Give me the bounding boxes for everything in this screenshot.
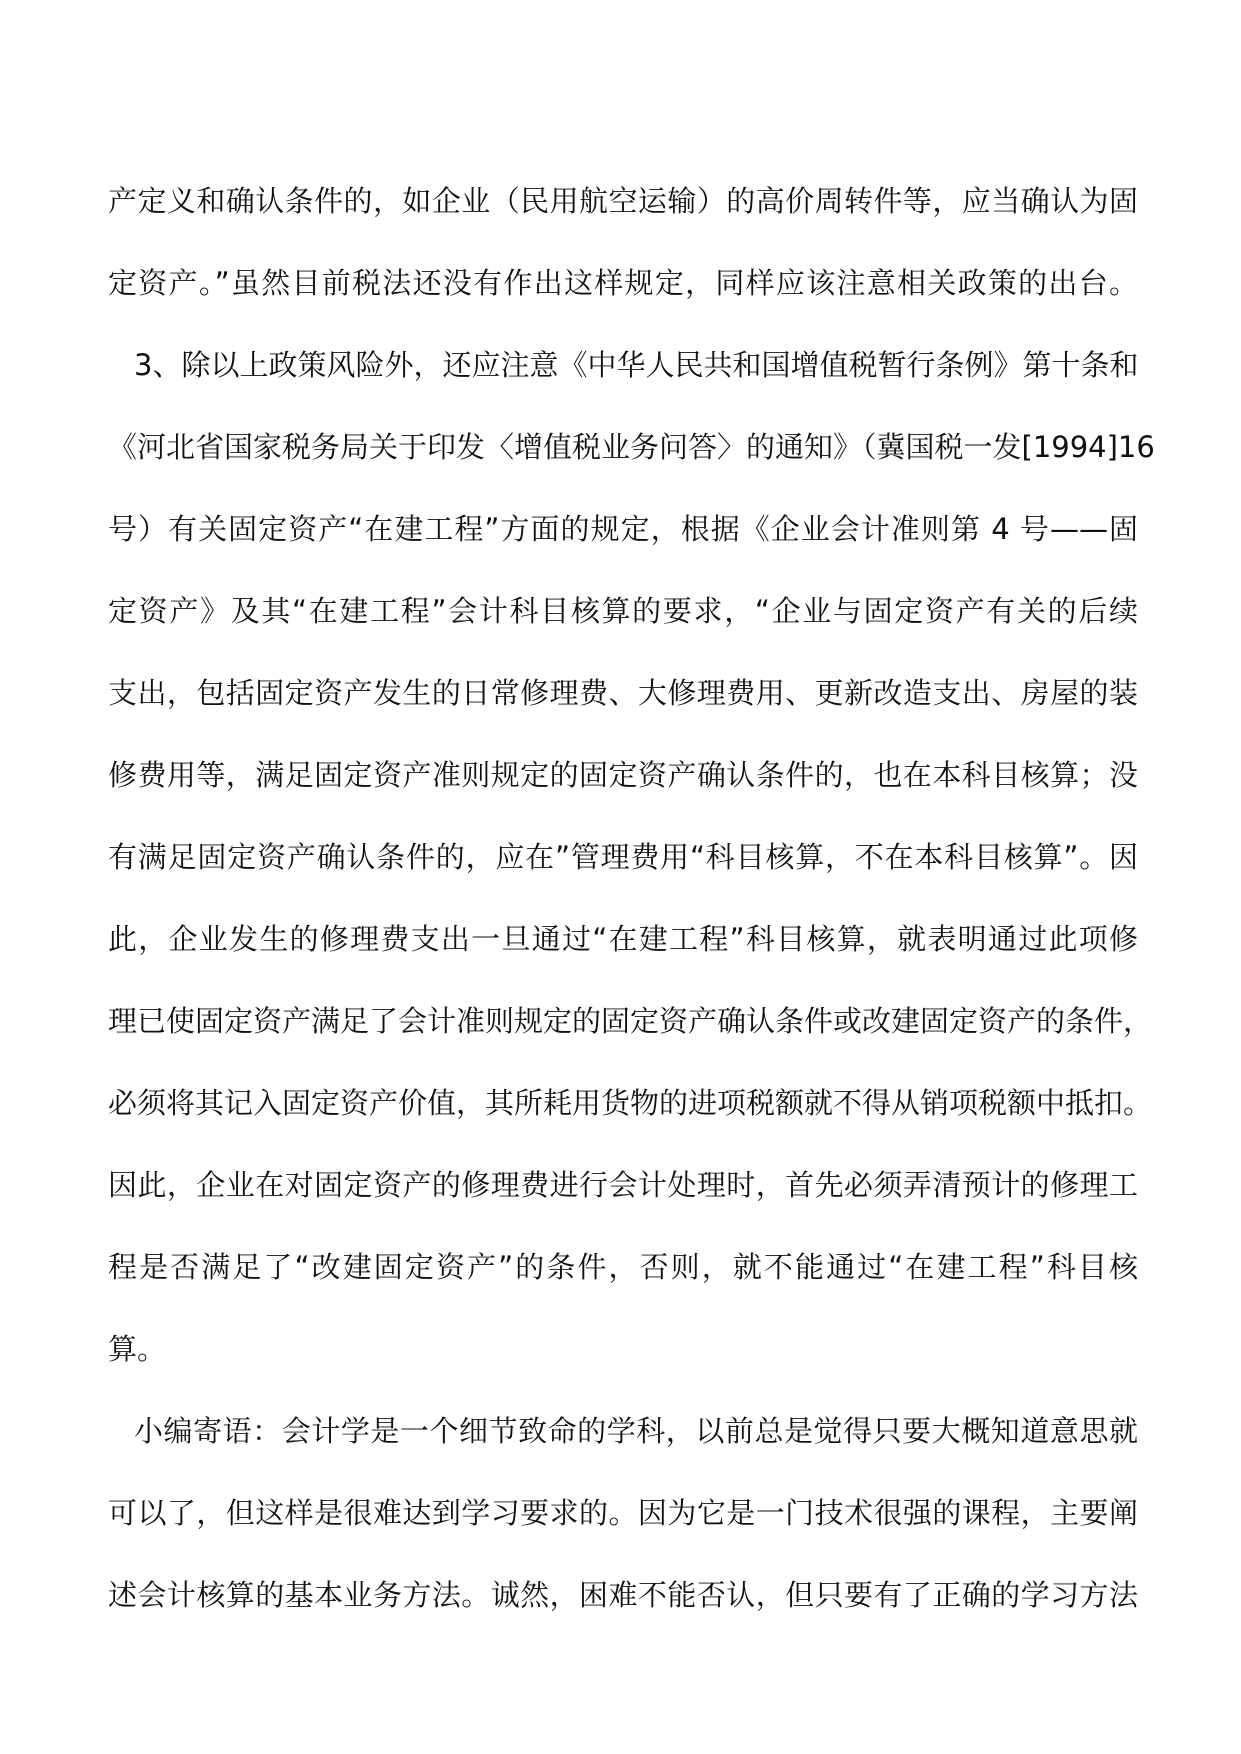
text-line: 此，企业发生的修理费支出一旦通过“在建工程”科目核算，就表明通过此项修 [108, 922, 1138, 956]
text-line: 修费用等，满足固定资产准则规定的固定资产确认条件的，也在本科目核算；没 [108, 758, 1138, 792]
text-line: 定资产》及其“在建工程”会计科目核算的要求，“企业与固定资产有关的后续 [108, 594, 1138, 628]
text-line: 定资产。”虽然目前税法还没有作出这样规定，同样应该注意相关政策的出台。 [108, 266, 1138, 300]
text-line: 算。 [108, 1332, 167, 1366]
text-line: 产定义和确认条件的，如企业（民用航空运输）的高价周转件等，应当确认为固 [108, 184, 1138, 218]
text-line: 可以了，但这样是很难达到学习要求的。因为它是一门技术很强的课程，主要阐 [108, 1496, 1138, 1530]
text-line: 因此，企业在对固定资产的修理费进行会计处理时，首先必须弄清预计的修理工 [108, 1168, 1138, 1202]
text-line: 有满足固定资产确认条件的，应在”管理费用“科目核算，不在本科目核算”。因 [108, 840, 1138, 874]
text-line: 必须将其记入固定资产价值，其所耗用货物的进项税额就不得从销项税额中抵扣。 [108, 1086, 1153, 1120]
text-line: 理已使固定资产满足了会计准则规定的固定资产确认条件或改建固定资产的条件， [108, 1004, 1153, 1038]
text-line: 程是否满足了“改建固定资产”的条件，否则，就不能通过“在建工程”科目核 [108, 1250, 1138, 1284]
text-line: 述会计核算的基本业务方法。诚然，困难不能否认，但只要有了正确的学习方法 [108, 1578, 1138, 1612]
text-line: 《河北省国家税务局关于印发〈增值税业务问答〉的通知》（冀国税一发[1994]16 [108, 430, 1155, 464]
text-line: 小编寄语：会计学是一个细节致命的学科，以前总是觉得只要大概知道意思就 [134, 1414, 1138, 1448]
text-line: 3、除以上政策风险外，还应注意《中华人民共和国增值税暂行条例》第十条和 [134, 348, 1139, 382]
text-line: 号）有关固定资产“在建工程”方面的规定，根据《企业会计准则第 4 号——固 [108, 512, 1138, 546]
body-text [108, 160, 1155, 1636]
text-line: 支出，包括固定资产发生的日常修理费、大修理费用、更新改造支出、房屋的装 [108, 676, 1138, 710]
